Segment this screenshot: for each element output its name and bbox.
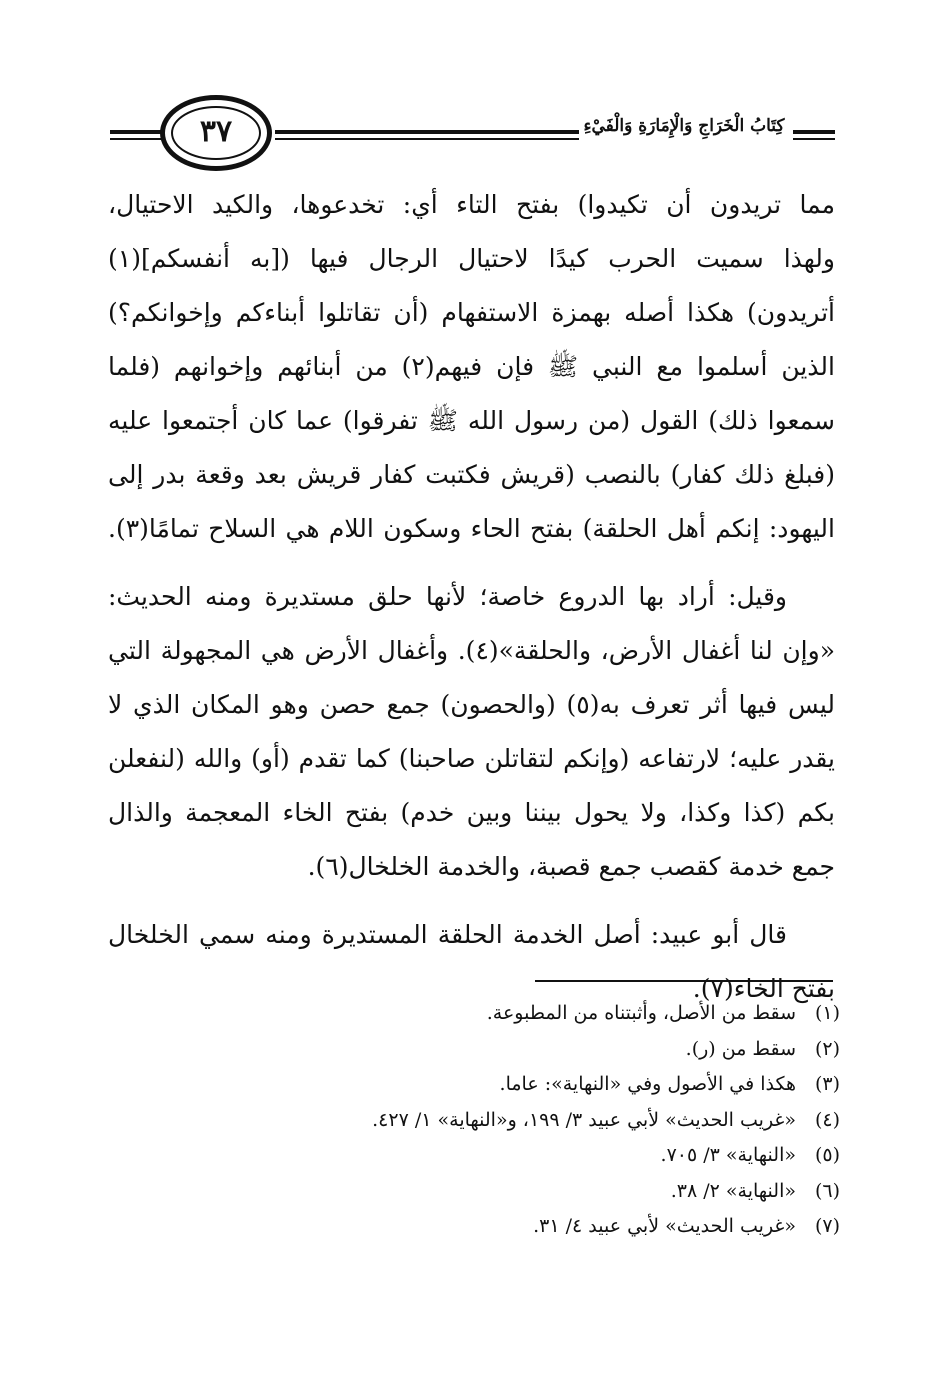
footnote-separator: [535, 980, 833, 982]
footnote-number: (٤): [814, 1108, 840, 1131]
footnote-text: «النهاية» ٢/ ٣٨.: [670, 1179, 796, 1202]
text-line: (فبلغ ذلك كفار) بالنصب (قريش فكتبت كفار قريش بعد وقعة بدر إلى: [108, 460, 835, 489]
text-line: قال أبو عبيد: أصل الخدمة الحلقة المستديرة ومنه سمي الخلخال: [108, 920, 787, 949]
text-line: بفتح الخاء(٧).: [692, 974, 835, 1003]
page-number: ٣٧: [199, 114, 233, 149]
text-line: بكم (كذا وكذا، ولا يحول بيننا وبين خدم) بفتح الخاء المعجمة والذال: [108, 798, 835, 827]
footnote-number: (١): [814, 1002, 840, 1024]
text-line: يقدر عليه؛ لارتفاعه (وإنكم لتقاتلن صاحبنا) كما تقدم (أو) والله (لنفعلن: [108, 744, 836, 773]
footnote-number: (٧): [814, 1215, 840, 1237]
footnote-text: «النهاية» ٣/ ٧٠٥.: [660, 1144, 796, 1166]
text-line: سمعوا ذلك) القول (من رسول الله ﷺ تفرقوا) عما كان أجتمعوا عليه: [108, 406, 835, 435]
text-line: ليس فيها أثر تعرف به(٥) (والحصون) جمع حصن وهو المكان الذي لا: [108, 690, 836, 719]
footnote: [200, 1067, 840, 1103]
footnote: [200, 996, 840, 1032]
footnote-number: (٢): [814, 1037, 840, 1060]
footnote: [200, 1103, 840, 1139]
footnote-text: هكذا في الأصول وفي «النهاية»: عاما.: [499, 1073, 796, 1095]
page-header: [110, 93, 835, 173]
text-line: «وإن لنا أغفال الأرض، والحلقة»(٤). وأغفال الأرض هي المجهولة التي: [108, 636, 835, 665]
footnote: [200, 1174, 840, 1210]
footnote: [200, 1209, 840, 1245]
footnote-text: «غريب الحديث» لأبي عبيد ٤/ ٣١.: [533, 1215, 796, 1237]
text-line: ولهذا سميت الحرب كيدًا لاحتيال الرجال فيها ([به أنفسكم](١): [108, 244, 835, 273]
footnotes: [200, 996, 840, 1245]
text-line: الذين أسلموا مع النبي ﷺ فإن فيهم(٢) من أبنائهم وإخوانهم (فلما: [108, 352, 835, 381]
footnote: [200, 1138, 840, 1174]
footnote-number: (٣): [814, 1073, 840, 1095]
footnote-number: (٦): [814, 1179, 840, 1202]
text-line: مما تريدون أن تكيدوا) بفتح التاء أي: تخدعوها، والكيد الاحتيال،: [108, 190, 835, 219]
footnote-text: «غريب الحديث» لأبي عبيد ٣/ ١٩٩، و«النهاية» ١/ ٤٢٧.: [372, 1108, 796, 1131]
page-number-ornament: [160, 95, 272, 171]
footnote-text: سقط من (ر).: [685, 1037, 796, 1060]
main-text: [108, 178, 835, 1016]
text-line: جمع خدمة كقصب جمع قصبة، والخدمة الخلخال(٦).: [307, 852, 835, 881]
footnote-text: سقط من الأصل، وأثبتناه من المطبوعة.: [486, 1002, 796, 1024]
text-line: أتريدون) هكذا أصله بهمزة الاستفهام (أن تقاتلوا أبناءكم وإخوانكم؟): [108, 298, 835, 327]
text-line: وقيل: أراد بها الدروع خاصة؛ لأنها حلق مستديرة ومنه الحديث:: [108, 582, 787, 611]
footnote: [200, 1032, 840, 1068]
running-title: كِتَابُ الْخَرَاجِ وَالْإِمَارَةِ وَالْفَيْءِ: [583, 116, 785, 136]
footnote-number: (٥): [814, 1144, 840, 1166]
text-line: اليهود: إنكم أهل الحلقة) بفتح الحاء وسكون اللام هي السلاح تمامًا(٣).: [108, 514, 835, 543]
